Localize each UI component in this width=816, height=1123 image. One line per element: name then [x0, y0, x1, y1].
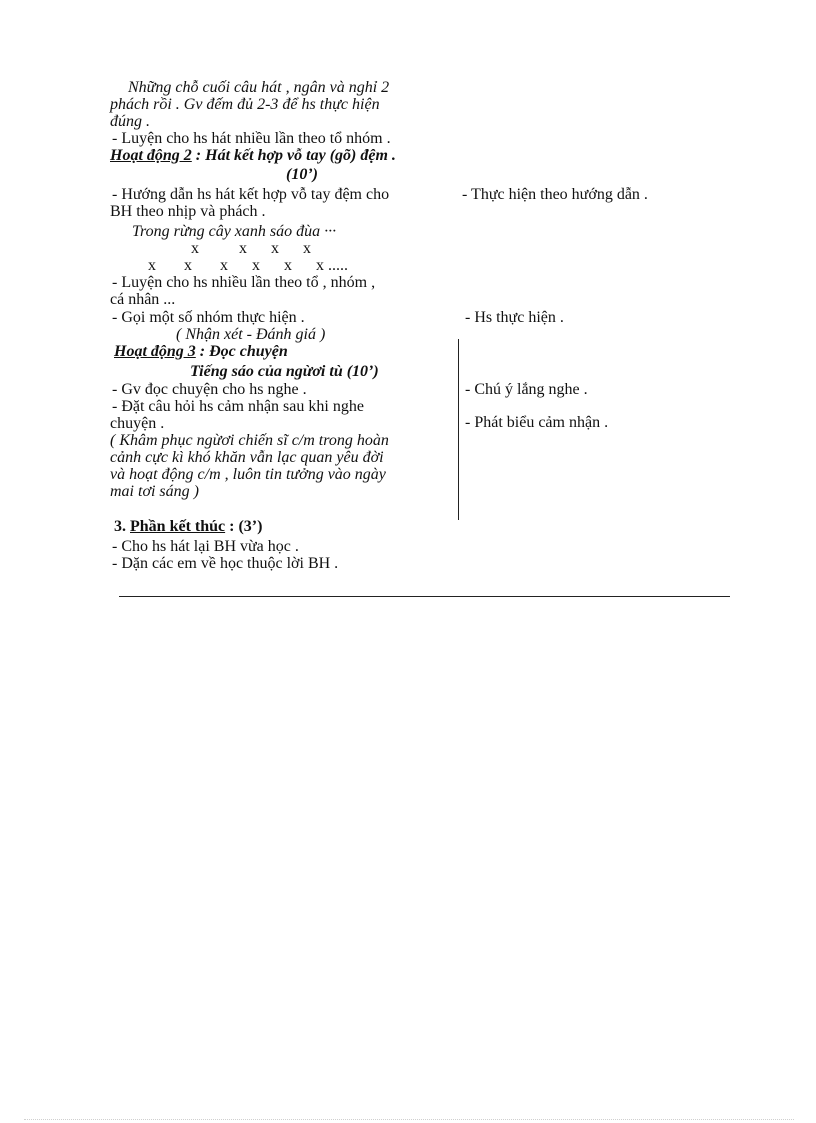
student-action: - Phát biểu cảm nhận . [465, 414, 609, 431]
beat-row: x x x x x x ..... [148, 257, 348, 274]
student-action: - Thực hiện theo hướng dẫn . [462, 186, 648, 203]
page-bottom-border [24, 1119, 794, 1120]
text-line: ( Khâm phục ngừơi chiến sĩ c/m trong hoàn [110, 432, 389, 449]
closing-time: : (3’) [225, 518, 263, 535]
text-line: chuyện . [110, 415, 165, 432]
text-line: phách rồi . Gv đếm đủ 2-3 để hs thực hiện [110, 96, 380, 113]
lyric-line: Trong rừng cây xanh sáo đùa ··· [132, 223, 337, 240]
activity-3-title: : Đọc chuyện [195, 343, 288, 360]
activity-2-heading [110, 147, 396, 164]
text-line: đúng . [110, 113, 150, 130]
text-line: Những chỗ cuối câu hát , ngân và nghỉ 2 [128, 79, 390, 96]
activity-2-title: : Hát kết hợp vỗ tay (gõ) đệm . [191, 147, 396, 164]
evaluation-note: ( Nhận xét - Đánh giá ) [176, 326, 326, 343]
text-line: - Dặn các em về học thuộc lời BH . [112, 555, 339, 572]
beat-row: x x x x [191, 240, 311, 257]
text-line: - Luyện cho hs hát nhiều lần theo tổ nhóm . [112, 130, 391, 147]
closing-number: 3. [114, 518, 130, 535]
text-line: - Hướng dẫn hs hát kết hợp vỗ tay đệm cho [112, 186, 390, 203]
activity-2-time: (10’) [286, 166, 318, 183]
closing-heading [114, 518, 262, 535]
text-line: - Luyện cho hs nhiều lần theo tổ , nhóm , [112, 274, 376, 291]
activity-3-heading [114, 343, 288, 360]
activity-3-label: Hoạt động 3 [114, 343, 196, 360]
text-line: - Đặt câu hỏi hs cảm nhận sau khi nghe [112, 398, 364, 415]
text-line: BH theo nhịp và phách . [110, 203, 266, 220]
activity-3-story: Tiếng sáo của ngừơi tù (10’) [190, 363, 379, 380]
closing-label: Phần kết thúc [130, 518, 226, 535]
text-line: - Gv đọc chuyện cho hs nghe . [112, 381, 307, 398]
text-line: cảnh cực kì khó khăn vẫn lạc quan yêu đời [110, 449, 384, 466]
text-line: - Cho hs hát lại BH vừa học . [112, 538, 299, 555]
text-line: mai tơi sáng ) [110, 483, 199, 500]
student-action: - Hs thực hiện . [465, 309, 564, 326]
text-line: cá nhân ... [110, 291, 176, 308]
student-action: - Chú ý lắng nghe . [465, 381, 588, 398]
separator-line [119, 596, 730, 597]
column-divider [458, 339, 459, 520]
activity-2-label: Hoạt động 2 [110, 147, 192, 164]
text-line: - Gọi một số nhóm thực hiện . [112, 309, 305, 326]
text-line: và hoạt động c/m , luôn tin tưởng vào ngày [110, 466, 386, 483]
